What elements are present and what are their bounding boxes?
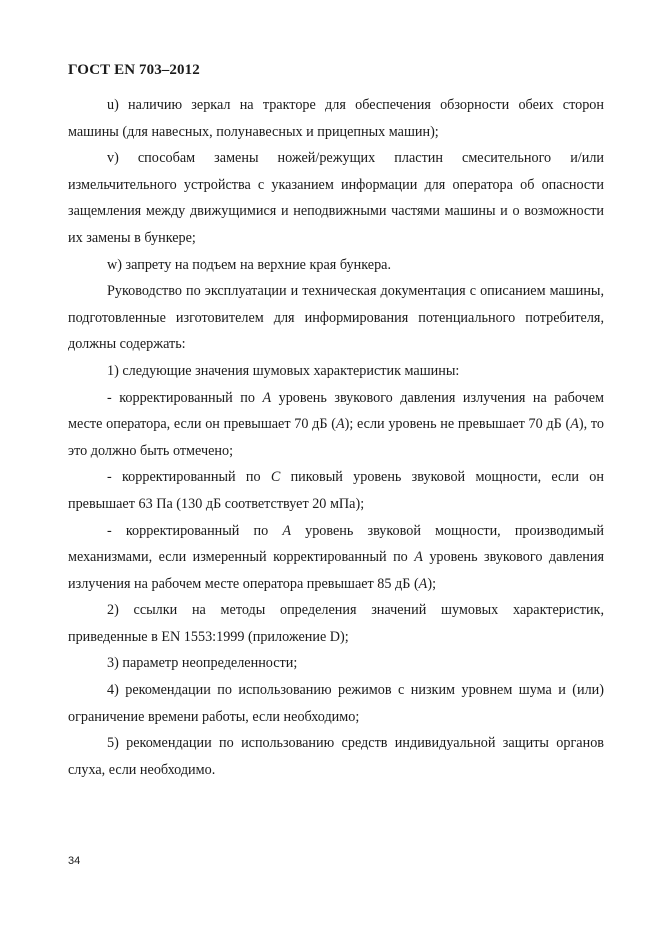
page-number: 34 xyxy=(68,855,81,867)
paragraph-item-5: 5) рекомендации по использованию средств индивидуальной защиты органов слуха, если необходимо. xyxy=(68,735,604,778)
document-body xyxy=(68,92,604,783)
paragraph-item-2: 2) ссылки на методы определения значений шумовых характеристик, приведенные в EN 1553:1999 (приложение D); xyxy=(68,602,604,645)
paragraph-u: u) наличию зеркал на тракторе для обеспечения обзорности обеих сторон машины (для навесных, полунавесных и прицепных машин); xyxy=(68,97,604,140)
document-header: ГОСТ EN 703–2012 xyxy=(68,62,200,78)
paragraph-item-1: 1) следующие значения шумовых характеристик машины: xyxy=(107,362,460,379)
paragraph-manual-intro: Руководство по эксплуатации и техническая документация с описанием машины, подготовленные изготовителем для информирования потенциального потребителя, должны содержать: xyxy=(68,283,604,353)
paragraph-item-3: 3) параметр неопределенности; xyxy=(107,655,298,672)
paragraph-dash-c-peak: - корректированный по C пиковый уровень звуковой мощности, если он превышает 63 Па (130 дБ соответствует 20 мПа); xyxy=(68,469,604,512)
paragraph-dash-a-power: - корректированный по A уровень звуковой мощности, производимый механизмами, если измеренный корректированный по A уровень звукового давления излучения на рабочем месте оператора превышает 85 дБ (A); xyxy=(68,522,605,592)
paragraph-item-4: 4) рекомендации по использованию режимов с низким уровнем шума и (или) ограничение времени работы, если необходимо; xyxy=(68,682,604,725)
paragraph-w: w) запрету на подъем на верхние края бункера. xyxy=(107,256,392,273)
paragraph-v: v) способам замены ножей/режущих пластин смесительного и/или измельчительного устройства с указанием информации для оператора об опасности защемления между движущимися и неподвижными частями машины и о возможности их замены в бункере; xyxy=(68,150,604,246)
paragraph-dash-a-level: - корректированный по A уровень звукового давления излучения на рабочем месте оператора, если он превышает 70 дБ (A); если уровень не превышает 70 дБ (A), то это должно быть отмечено; xyxy=(68,389,604,459)
